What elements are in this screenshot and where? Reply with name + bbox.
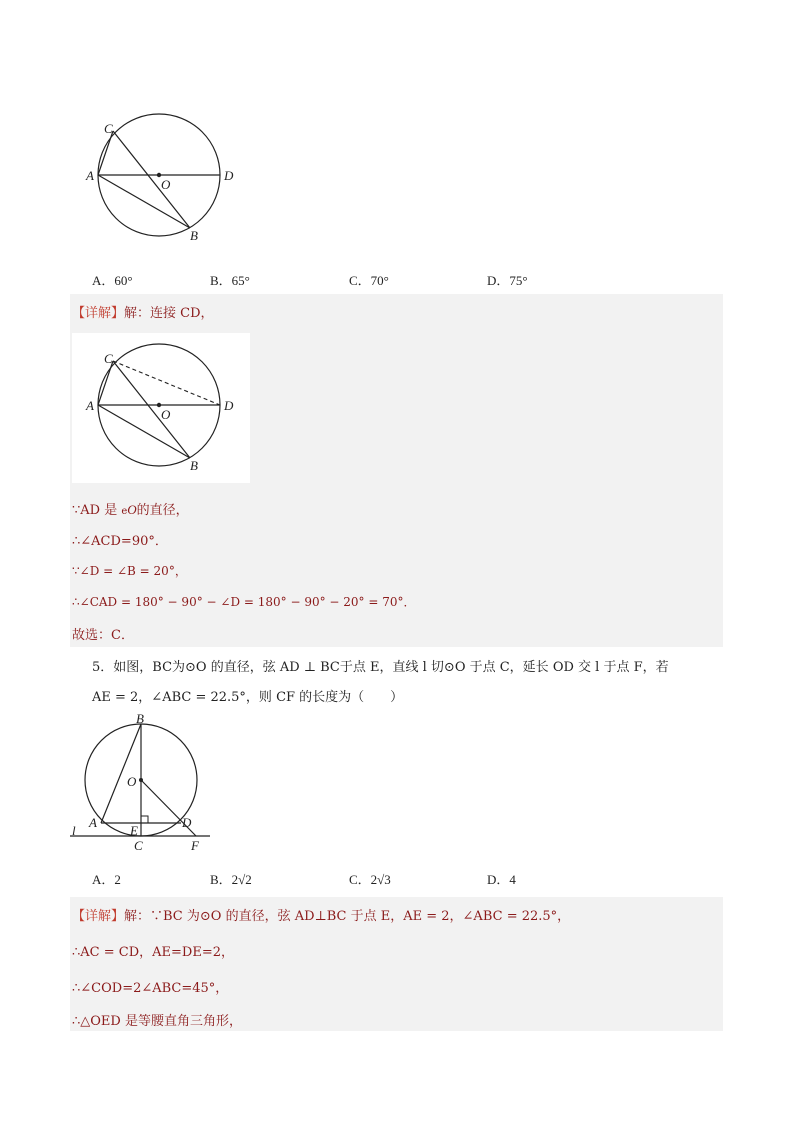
solution-q4-line4: ∴∠CAD = 180° − 90° − ∠D = 180° − 90° − 20° = 70°． bbox=[72, 595, 416, 609]
label-o: O bbox=[127, 774, 137, 789]
label-f: F bbox=[191, 838, 199, 853]
label-c: C bbox=[104, 351, 113, 366]
figure-circle-solution-q4 bbox=[80, 340, 250, 480]
label-e: E bbox=[130, 823, 138, 838]
solution-q5-line2: ∴AC = CD，AE=DE=2， bbox=[72, 945, 234, 960]
solution-q4-intro-text: 解：连接 CD， bbox=[124, 306, 214, 321]
option-c: C．2√3 bbox=[349, 872, 391, 887]
q5-stem-line1: 5．如图，BC为⊙O 的直径，弦 AD ⊥ BC于点 E，直线 l 切⊙O 于点 C，延长 OD 交 l 于点 F，若 bbox=[92, 660, 669, 675]
solution-q5-line3: ∴∠COD=2∠ABC=45°， bbox=[72, 981, 229, 996]
label-d: D bbox=[182, 815, 192, 830]
circle-symbol: e bbox=[121, 506, 128, 517]
solution-q4-answer: 故选：C． bbox=[72, 628, 134, 643]
solution-q4-intro bbox=[72, 302, 214, 321]
label-a: A bbox=[86, 398, 94, 413]
option-a: A．60° bbox=[92, 273, 133, 288]
option-d: D．4 bbox=[487, 872, 516, 887]
label-l: l bbox=[72, 823, 76, 838]
solution-q5-line1: 【详解】解：∵BC 为⊙O 的直径，弦 AD⊥BC 于点 E，AE = 2，∠ABC = 22.5°， bbox=[72, 909, 571, 924]
label-o: O bbox=[161, 177, 171, 192]
detail-tag: 【详解】 bbox=[72, 306, 125, 321]
option-c: C．70° bbox=[349, 273, 389, 288]
label-b: B bbox=[190, 458, 198, 473]
label-a: A bbox=[86, 168, 94, 183]
solution-q4-line1: ∵AD 是 eO的直径， bbox=[72, 502, 189, 518]
label-c: C bbox=[104, 121, 113, 136]
q5-stem-line2: AE = 2，∠ABC = 22.5°，则 CF 的长度为（ ） bbox=[92, 690, 404, 705]
figure-circle-q5 bbox=[70, 712, 220, 857]
option-b: B．2√2 bbox=[210, 872, 252, 887]
label-o: O bbox=[161, 407, 171, 422]
option-b: B．65° bbox=[210, 273, 250, 288]
label-d: D bbox=[224, 398, 234, 413]
option-d: D．75° bbox=[487, 273, 528, 288]
q5-number: 5． bbox=[92, 660, 114, 675]
option-a: A．2 bbox=[92, 872, 121, 887]
solution-q5-line4: ∴△OED 是等腰直角三角形， bbox=[72, 1014, 242, 1029]
figure-circle-q4 bbox=[80, 110, 250, 250]
detail-tag: 【详解】 bbox=[72, 909, 125, 924]
label-c: C bbox=[134, 838, 143, 853]
solution-q4-line3: ∵∠D = ∠B = 20°， bbox=[72, 564, 187, 578]
label-d: D bbox=[224, 168, 234, 183]
label-a: A bbox=[89, 815, 97, 830]
label-b: B bbox=[190, 228, 198, 243]
solution-q4-line2: ∴∠ACD=90°． bbox=[72, 534, 168, 549]
label-b: B bbox=[136, 712, 144, 726]
